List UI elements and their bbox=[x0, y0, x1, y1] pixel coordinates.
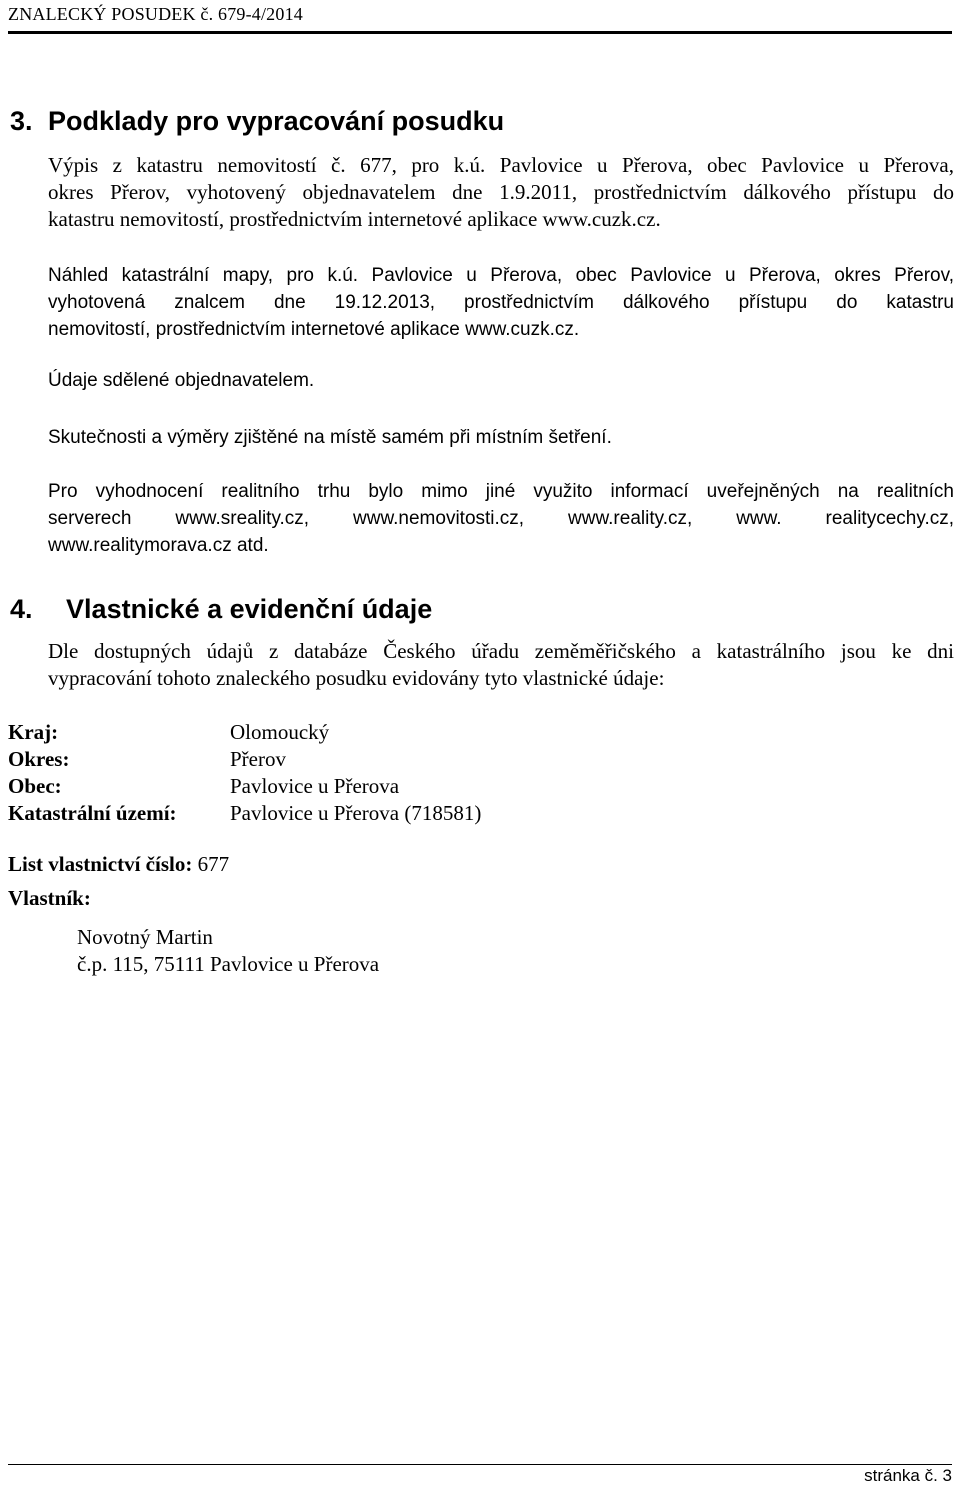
paragraph-line: serverech www.sreality.cz, www.nemovitosti.cz, www.reality.cz, www. realitycechy.cz, bbox=[48, 508, 954, 529]
field-label: Obec: bbox=[8, 774, 62, 798]
paragraph-line: Skutečnosti a výměry zjištěné na místě samém při místním šetření. bbox=[48, 427, 612, 448]
section-3-number: 3. bbox=[10, 106, 33, 136]
paragraph-real-estate-market bbox=[48, 478, 954, 559]
footer-rule bbox=[8, 1464, 952, 1465]
paragraph-client-data bbox=[48, 367, 954, 394]
field-label: Okres: bbox=[8, 747, 70, 771]
field-label: Kraj: bbox=[8, 720, 59, 744]
paragraph-line: Náhled katastrální mapy, pro k.ú. Pavlovice u Přerova, obec Pavlovice u Přerova, okres Přerov, bbox=[48, 265, 954, 286]
section-4-number: 4. bbox=[10, 594, 33, 624]
document-header: ZNALECKÝ POSUDEK č. 679-4/2014 bbox=[8, 4, 303, 24]
field-value: 677 bbox=[197, 852, 230, 876]
paragraph-line: katastru nemovitostí, prostřednictvím internetové aplikace www.cuzk.cz. bbox=[48, 207, 661, 231]
section-4-title: Vlastnické a evidenční údaje bbox=[66, 594, 433, 624]
paragraph-line: okres Přerov, vyhotovený objednavatelem dne 1.9.2011, prostřednictvím dálkového přístupu do bbox=[48, 180, 954, 204]
paragraph-extract-cadastre bbox=[48, 152, 954, 233]
paragraph-ownership-intro bbox=[48, 638, 954, 692]
section-4-heading bbox=[10, 594, 432, 625]
header-rule bbox=[8, 31, 952, 34]
field-label: List vlastnictví číslo: bbox=[8, 852, 193, 876]
section-3-heading bbox=[10, 106, 504, 137]
owner-address: č.p. 115, 75111 Pavlovice u Přerova bbox=[77, 952, 380, 976]
page-number: stránka č. 3 bbox=[864, 1466, 952, 1485]
field-label: Katastrální území: bbox=[8, 801, 177, 825]
section-3-title: Podklady pro vypracování posudku bbox=[48, 106, 505, 136]
paragraph-line: Údaje sdělené objednavatelem. bbox=[48, 370, 315, 391]
paragraph-line: Dle dostupných údajů z databáze Českého úřadu zeměměřičského a katastrálního jsou ke dni bbox=[48, 639, 954, 663]
field-value: Olomoucký bbox=[230, 720, 330, 744]
paragraph-site-inspection bbox=[48, 424, 954, 451]
paragraph-cadastral-map bbox=[48, 262, 954, 343]
field-value: Přerov bbox=[230, 747, 286, 771]
field-value: Pavlovice u Přerova (718581) bbox=[230, 801, 482, 825]
paragraph-line: www.realitymorava.cz atd. bbox=[48, 535, 269, 556]
paragraph-line: Výpis z katastru nemovitostí č. 677, pro k.ú. Pavlovice u Přerova, obec Pavlovice u Přerova, bbox=[48, 153, 954, 177]
field-vlastnik bbox=[8, 885, 91, 912]
field-list-vlastnictvi bbox=[8, 851, 229, 878]
field-value: Pavlovice u Přerova bbox=[230, 774, 400, 798]
field-label: Vlastník: bbox=[8, 886, 91, 910]
paragraph-line: nemovitostí, prostřednictvím internetové aplikace www.cuzk.cz. bbox=[48, 319, 580, 340]
paragraph-line: Pro vyhodnocení realitního trhu bylo mimo jiné využito informací uveřejněných na realitních bbox=[48, 481, 954, 502]
owner-block bbox=[77, 924, 379, 978]
paragraph-line: vyhotovená znalcem dne 19.12.2013, prostřednictvím dálkového přístupu do katastru bbox=[48, 292, 954, 313]
owner-name: Novotný Martin bbox=[77, 925, 213, 949]
paragraph-line: vypracování tohoto znaleckého posudku evidovány tyto vlastnické údaje: bbox=[48, 666, 665, 690]
